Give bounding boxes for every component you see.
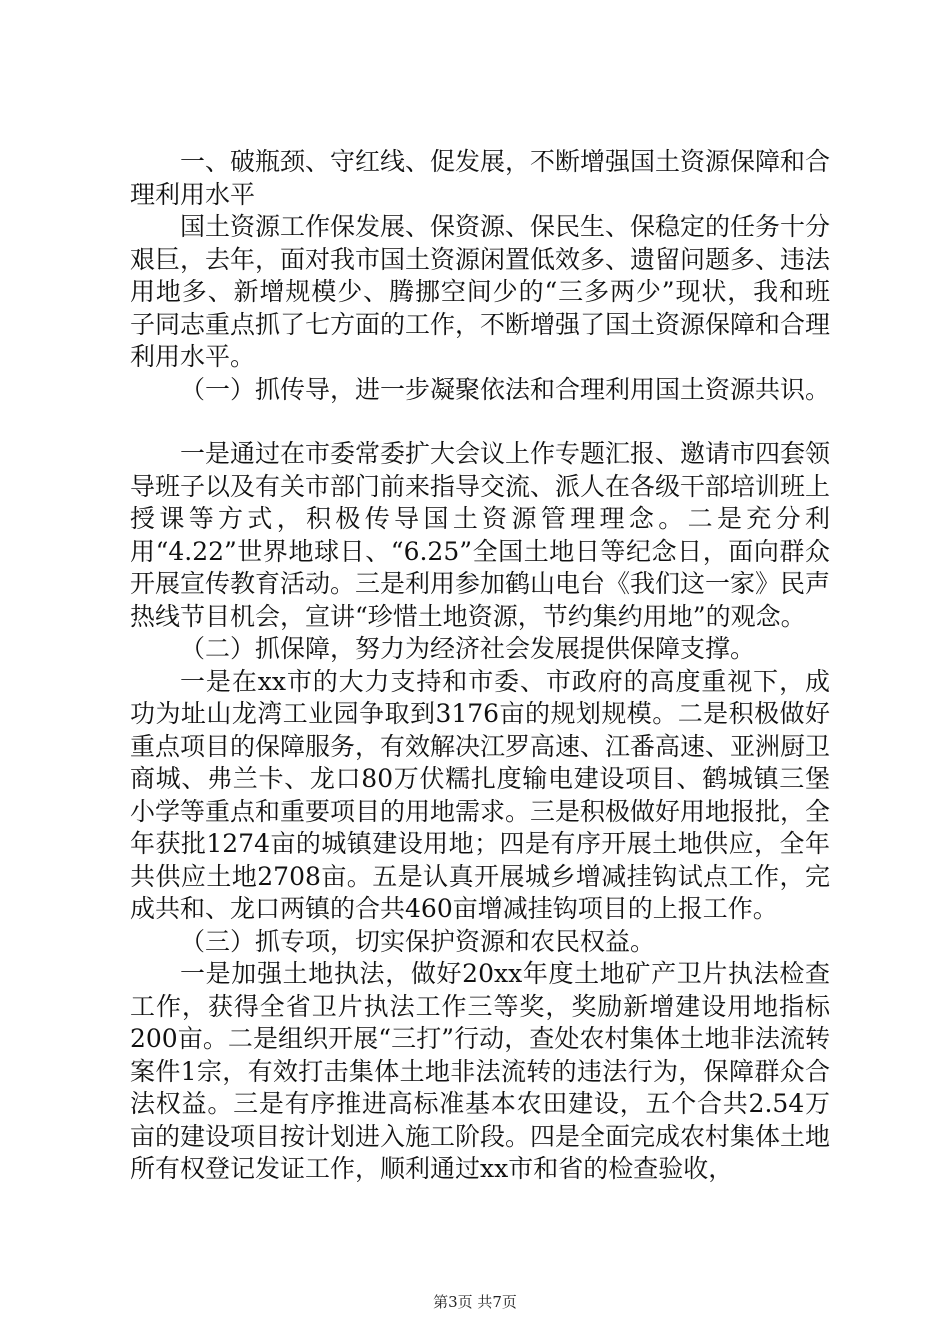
section-heading: 一、破瓶颈、守红线、促发展，不断增强国土资源保障和合理利用水平 <box>130 147 831 209</box>
document-body <box>130 146 830 1186</box>
blank-line <box>130 406 830 438</box>
subsection-heading: （一）抓传导，进一步凝聚依法和合理利用国土资源共识。 <box>180 374 831 404</box>
body-paragraph: 一是加强土地执法，做好20xx年度土地矿产卫片执法检查工作，获得全省卫片执法工作三等奖，奖励新增建设用地指标200亩。二是组织开展“三打”行动，查处农村集体土地非法流转案件1宗，有效打击集体土地非法流转的违法行为，保障群众合法权益。三是有序推进高标准基本农田建设，五个合共2.54万亩的建设项目按计划进入施工阶段。四是全面完成农村集体土地所有权登记发证工作，顺利通过xx市和省的检查验收， <box>130 959 831 1183</box>
body-paragraph: 国土资源工作保发展、保资源、保民生、保稳定的任务十分艰巨，去年，面对我市国土资源闲置低效多、遗留问题多、违法用地多、新增规模少、腾挪空间少的“三多两少”现状，我和班子同志重点抓了七方面的工作，不断增强了国土资源保障和合理利用水平。 <box>130 212 831 371</box>
subsection-heading: （二）抓保障，努力为经济社会发展提供保障支撑。 <box>180 634 756 663</box>
body-paragraph: 一是在xx市的大力支持和市委、市政府的高度重视下，成功为址山龙湾工业园争取到3176亩的规划规模。二是积极做好重点项目的保障服务，有效解决江罗高速、江番高速、亚洲厨卫商城、弗兰卡、龙口80万伏糯扎度输电建设项目、鹤城镇三堡小学等重点和重要项目的用地需求。三是积极做好用地报批，全年获批1274亩的城镇建设用地；四是有序开展土地供应，全年共供应土地2708亩。五是认真开展城乡增减挂钩试点工作，完成共和、龙口两镇的合共460亩增减挂钩项目的上报工作。 <box>130 666 831 923</box>
subsection-heading: （三）抓专项，切实保护资源和农民权益。 <box>180 926 656 956</box>
body-paragraph: 一是通过在市委常委扩大会议上作专题汇报、邀请市四套领导班子以及有关市部门前来指导交流、派人在各级干部培训班上授课等方式，积极传导国土资源管理理念。二是充分利用“4.22”世界地球日、“6.25”全国土地日等纪念日，面向群众开展宣传教育活动。三是利用参加鹤山电台《我们这一家》民声热线节目机会，宣讲“珍惜土地资源，节约集约用地”的观念。 <box>130 439 831 631</box>
page-footer: 第3页 共7页 <box>433 1293 517 1311</box>
